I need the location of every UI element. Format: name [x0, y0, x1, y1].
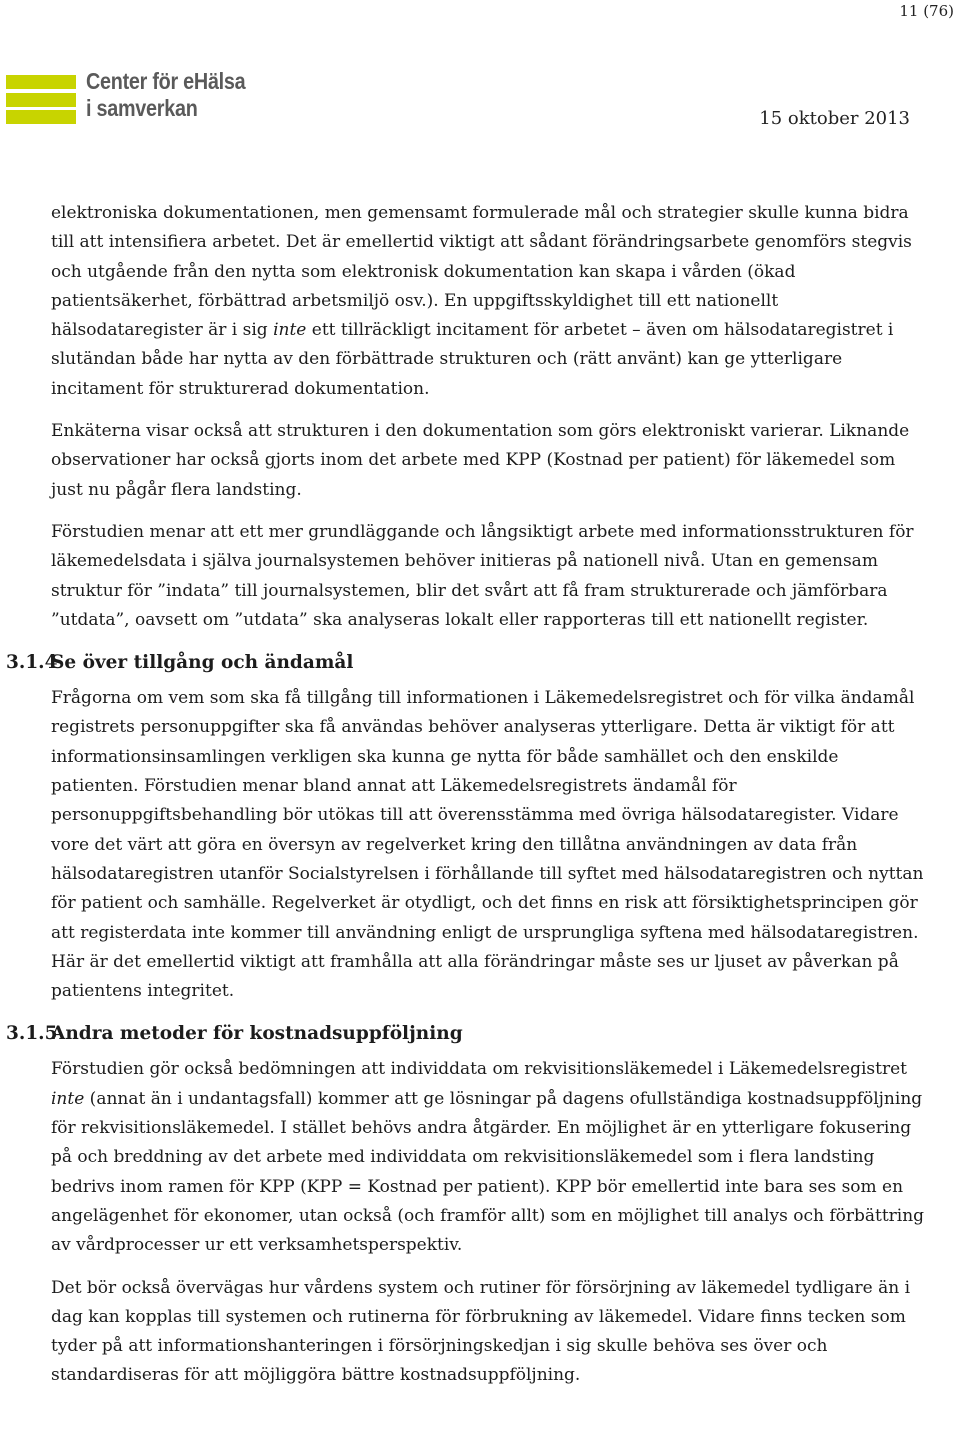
document-body [6, 199, 931, 1391]
logo-text-line2: i samverkan [86, 95, 198, 121]
section-title: Se över tillgång och ändamål [51, 652, 354, 674]
page-number: 11 (76) [899, 2, 954, 20]
document-date: 15 oktober 2013 [759, 108, 910, 129]
logo-bar [6, 93, 76, 107]
organization-logo [6, 68, 276, 126]
paragraph: Enkäterna visar också att strukturen i den dokumentation som görs elektroniskt varierar. Liknande observationer har också gjorts inom det arbete med KPP (Kostnad per patient) för läkemedel som just nu pågår flera landsting. [51, 421, 910, 500]
paragraph: Förstudien menar att ett mer grundläggande och långsiktigt arbete med informationsstrukturen för läkemedelsdata i själva journalsystemen behöver initieras på nationell nivå. Utan en gemensam struktur för ”indata” till journalsystemen, blir det svårt att få fram strukturerade och jämförbara ”utdata”, oavsett om ”utdata” ska analyseras lokalt eller rapporteras till ett nationellt register. [51, 521, 914, 630]
paragraph: Frågorna om vem som ska få tillgång till informationen i Läkemedelsregistret och för vilka ändamål registrets personuppgifter ska få användas behöver analyseras ytterligare. Detta är viktigt för att informationsinsamlingen verkligen ska kunna ge nytta för både samhället och den enskilde patienten. Förstudien menar bland annat att Läkemedelsregistrets ändamål för personuppgiftsbehandling bör utökas till att överensstämma med övriga hälsodataregister. Vidare vore det värt att göra en översyn av regelverket kring den tillåtna användningen av data från hälsodataregistren utanför Socialstyrelsen i förhållande till syftet med hälsodataregistren och nyttan för patient och samhälle. Regelverket är otydligt, och det finns en risk att försiktighetsprincipen gör att registerdata inte kommer till användning enligt de ursprungliga syftena med hälsodataregistren. Här är det emellertid viktigt att framhålla att alla förändringar måste ses ur ljuset av påverkan på patientens integritet. [51, 688, 924, 1002]
logo-bar [6, 110, 76, 124]
paragraph: elektroniska dokumentationen, men gemensamt formulerade mål och strategier skulle kunna bidra till att intensifiera arbetet. Det är emellertid viktigt att sådant förändringsarbete genomförs stegvis och utgående från den nytta som elektronisk dokumentation kan skapa i vården (ökad patientsäkerhet, förbättrad arbetsmiljö osv.). En uppgiftsskyldighet till ett nationellt hälsodataregister är i sig inte ett tillräckligt incitament för arbetet – även om hälsodataregistret i slutändan både har nytta av den förbättrade strukturen och (rätt använt) kan ge ytterligare incitament för strukturerad dokumentation. [51, 203, 912, 399]
logo-bar [6, 75, 76, 89]
section-title: Andra metoder för kostnadsuppföljning [51, 1023, 463, 1045]
section-number: 3.1.4 [6, 652, 58, 674]
logo-text-line1: Center för eHälsa [86, 68, 246, 94]
paragraph: Förstudien gör också bedömningen att individdata om rekvisitionsläkemedel i Läkemedelsregistret inte (annat än i undantagsfall) kommer att ge lösningar på dagens ofullständiga kostnadsuppföljning för rekvisitionsläkemedel. I stället behövs andra åtgärder. En möjlighet är en ytterligare fokusering på och breddning av det arbete med individdata om rekvisitionsläkemedel som i flera landsting bedrivs inom ramen för KPP (KPP = Kostnad per patient). KPP bör emellertid inte bara ses som en angelägenhet för ekonomer, utan också (och framför allt) som en möjlighet till analys och förbättring av vårdprocesser ur ett verksamhetsperspektiv. [51, 1059, 925, 1256]
section-heading [6, 1019, 931, 1049]
paragraph: Det bör också övervägas hur vårdens system och rutiner för försörjning av läkemedel tydligare än i dag kan kopplas till systemen och rutinerna för förbrukning av läkemedel. Vidare finns tecken som tyder på att informationshanteringen i försörjningskedjan i sig skulle behöva ses över och standardiseras för att möjliggöra bättre kostnadsuppföljning. [51, 1277, 911, 1386]
section-heading [6, 648, 931, 678]
section-number: 3.1.5 [6, 1023, 58, 1045]
